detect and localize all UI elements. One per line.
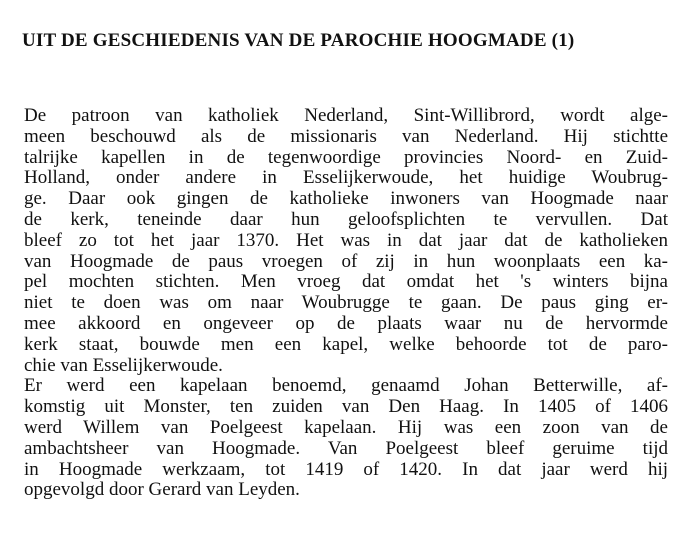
text-line: meen beschouwd als de missionaris van Nederland. Hij stichtte xyxy=(24,125,668,147)
text-line: niet te doen was om naar Woubrugge te gaan. De paus ging er- xyxy=(24,292,668,314)
text-line: kerk staat, bouwde men een kapel, welke behoorde tot de paro- xyxy=(24,333,668,355)
paragraph xyxy=(24,376,696,501)
text-line: opgevolgd door Gerard van Leyden. xyxy=(24,479,300,501)
text-line: komstig uit Monster, ten zuiden van Den Haag. In 1405 of 1406 xyxy=(24,396,668,418)
text-line: bleef zo tot het jaar 1370. Het was in dat jaar dat de katholieken xyxy=(24,229,668,251)
text-line: mee akkoord en ongeveer op de plaats waar nu de hervormde xyxy=(24,312,668,334)
text-line: pel mochten stichten. Men vroeg dat omdat het 's winters bijna xyxy=(24,271,668,293)
text-line: Holland, onder andere in Esselijkerwoude, het huidige Woubrug- xyxy=(24,167,668,189)
text-line: van Hoogmade de paus vroegen of zij in hun woonplaats een ka- xyxy=(24,250,668,272)
text-line: werd Willem van Poelgeest kapelaan. Hij was een zoon van de xyxy=(24,416,668,438)
text-line: talrijke kapellen in de tegenwoordige provincies Noord- en Zuid- xyxy=(24,146,668,168)
text-line: de kerk, teneinde daar hun geloofsplichten te vervullen. Dat xyxy=(24,208,668,230)
document-title: UIT DE GESCHIEDENIS VAN DE PAROCHIE HOOGMADE (1) xyxy=(22,30,575,51)
text-line: De patroon van katholiek Nederland, Sint-Willibrord, wordt alge- xyxy=(24,105,668,126)
text-line: Er werd een kapelaan benoemd, genaamd Johan Betterwille, af- xyxy=(24,375,668,397)
text-line: ge. Daar ook gingen de katholieke inwoners van Hoogmade naar xyxy=(24,188,668,210)
text-line: chie van Esselijkerwoude. xyxy=(24,354,223,376)
text-line: ambachtsheer van Hoogmade. Van Poelgeest bleef geruime tijd xyxy=(24,437,668,459)
text-line: in Hoogmade werkzaam, tot 1419 of 1420. In dat jaar werd hij xyxy=(24,458,668,480)
article-body xyxy=(24,106,696,501)
paragraph xyxy=(24,106,696,376)
